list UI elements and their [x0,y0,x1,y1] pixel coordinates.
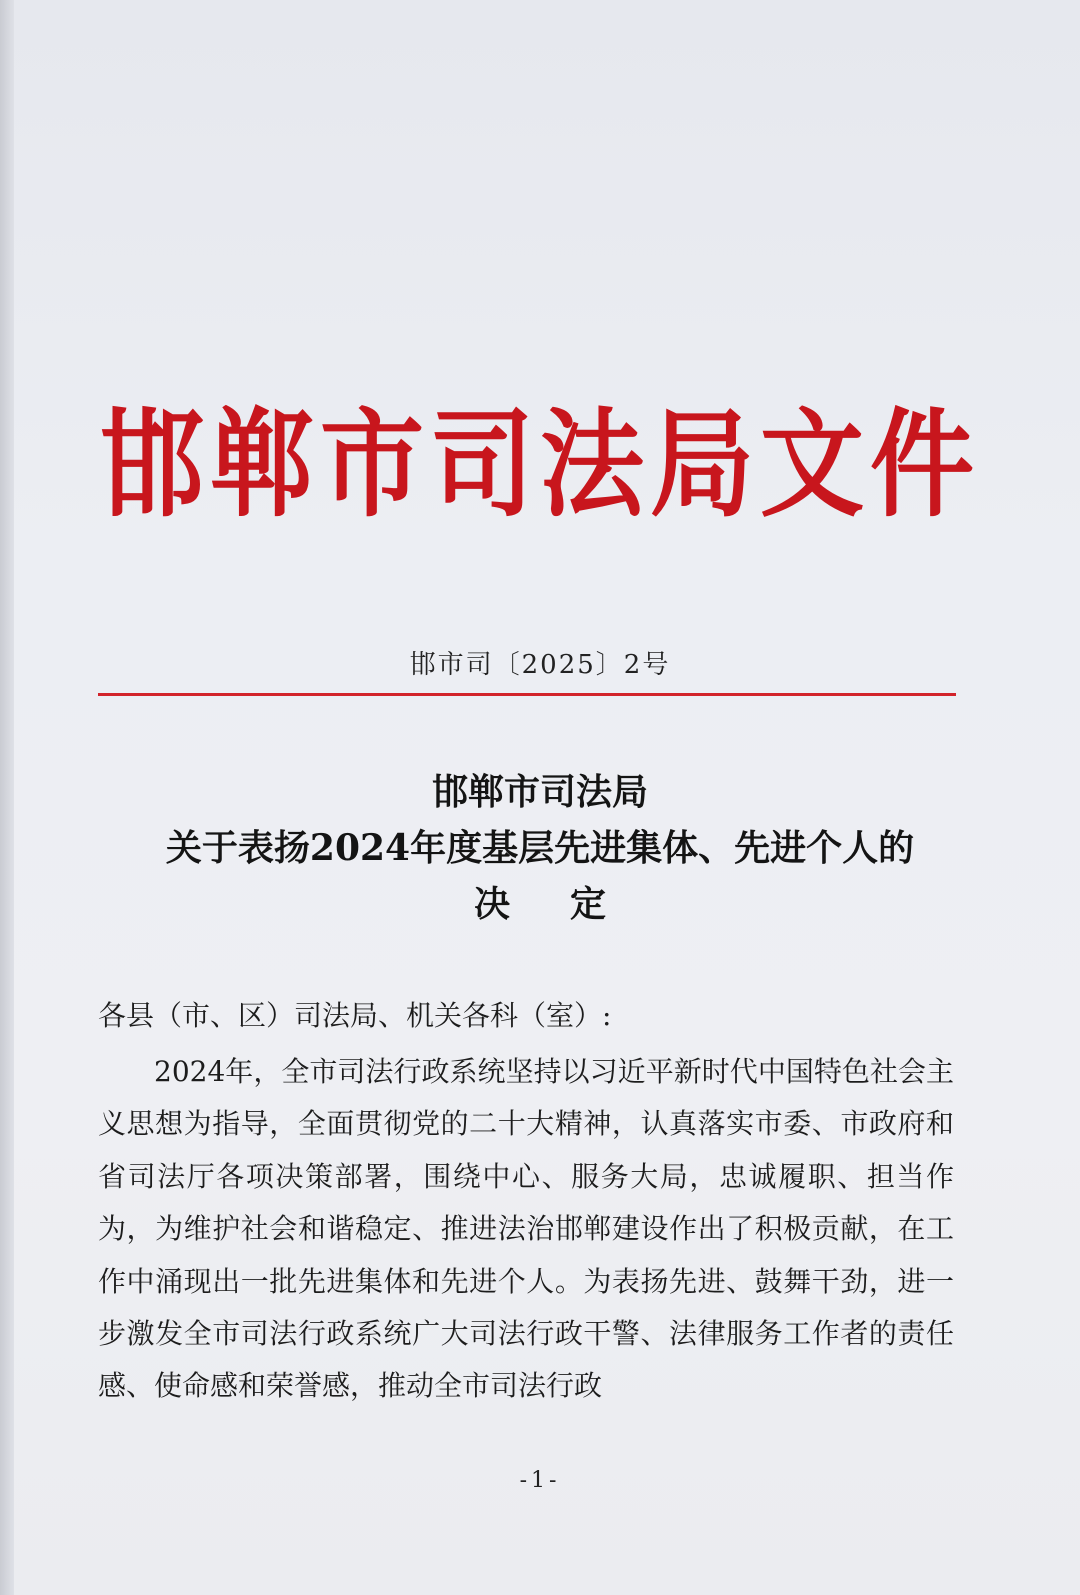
title-line-1: 邯郸市司法局 [431,771,648,813]
title-line-2: 关于表扬2024年度基层先进集体、先进个人的 [165,827,915,869]
document-number: 邯市司〔2025〕2号 [409,650,671,680]
page-number: -1- [519,1468,561,1493]
issuer-masthead: 邯郸市司法局文件 [99,395,980,534]
salutation: 各县（市、区）司法局、机关各科（室）: [98,999,612,1032]
body-paragraph: 2024年，全市司法行政系统坚持以习近平新时代中国特色社会主义思想为指导，全面贯彻党的二十大精神，认真落实市委、市政府和省司法厅各项决策部署，围绕中心、服务大局，忠诚履职、担当作为，为维护社会和谐稳定、推进法治邯郸建设作出了积极贡献，在工作中涌现出一批先进集体和先进个人。为表扬先进、鼓舞干劲，进一步激发全市司法行政系统广大司法行政干警、法律服务工作者的责任感、使命感和荣誉感，推动全市司法行政 [98,1055,954,1403]
red-separator-line [98,693,956,696]
title-line-3: 决定 [473,883,666,925]
